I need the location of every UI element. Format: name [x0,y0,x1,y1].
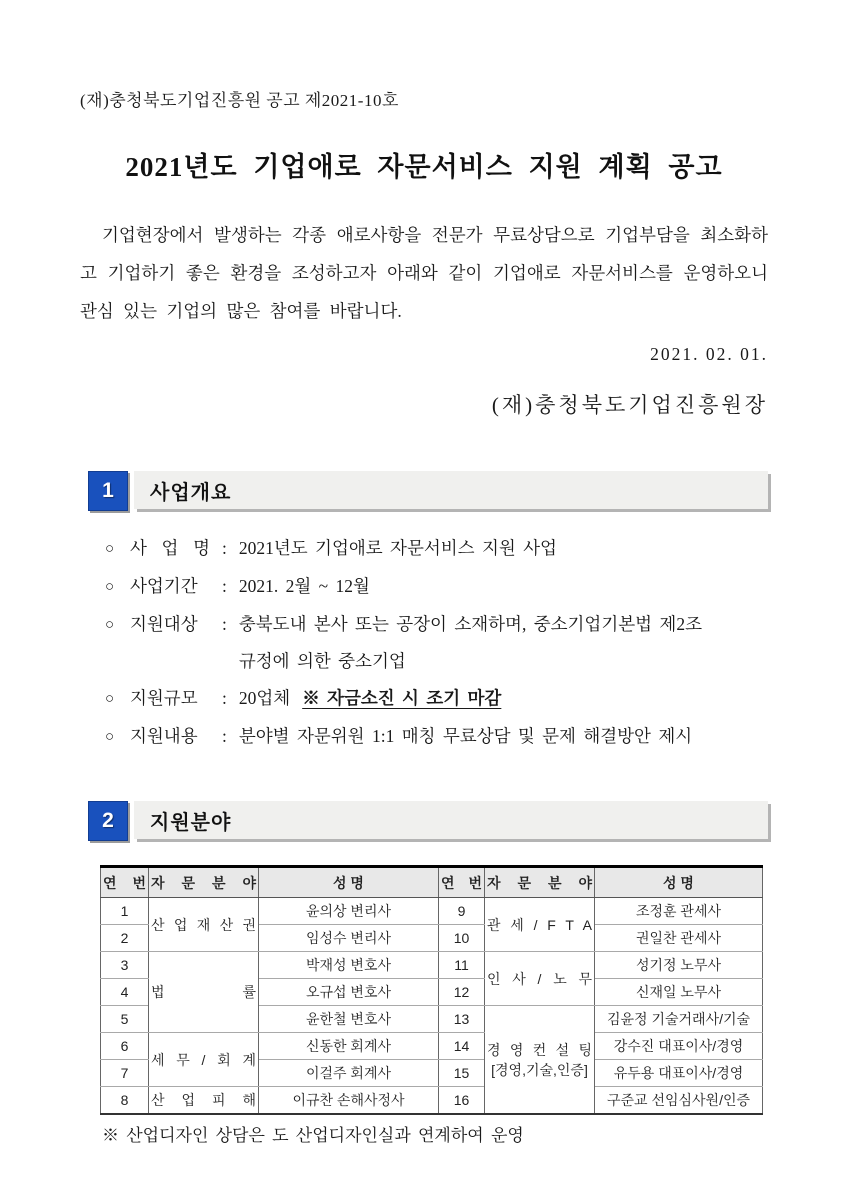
row-number-cell: 15 [439,1060,485,1087]
intro-paragraph: 기업현장에서 발생하는 각종 애로사항을 전문가 무료상담으로 기업부담을 최소화하고 기업하기 좋은 환경을 조성하고자 아래와 같이 기업애로 자문서비스를 운영하오니 관심 있는 기업의 많은 참여를 바랍니다. [80,225,768,321]
item-colon: : [222,688,227,708]
name-cell: 이규찬 손해사정사 [259,1087,439,1115]
row-number-cell: 7 [101,1060,149,1087]
field-cell-sub: [경영,기술,인증] [491,1061,588,1078]
early-close-note: ※ 자금소진 시 조기 마감 [302,688,502,708]
section-2-title: 지원분야 [150,811,232,834]
row-number-cell: 1 [101,898,149,925]
circle-bullet-icon: ○ [105,729,115,745]
list-item [105,725,768,749]
section-1-header [88,471,768,513]
column-header-field2: 자 문 분 야 [485,867,595,898]
item-label: 지원내용 [130,726,198,746]
announcement-date: 2021. 02. 01. [650,344,768,364]
section-2-number-badge: 2 [88,801,128,841]
item-text-main: 20업체 [238,688,291,708]
item-text [239,687,501,710]
name-cell: 박재성 변호사 [259,952,439,979]
row-number-cell: 8 [101,1087,149,1115]
item-label: 지원대상 [130,614,198,634]
item-text: 2021. 2월 ~ 12월 [238,576,370,596]
page-title: 2021년도 기업애로 자문서비스 지원 계획 공고 [125,152,723,182]
item-colon: : [222,576,227,596]
section-1-number-badge: 1 [88,471,128,511]
circle-bullet-icon: ○ [105,541,115,557]
table-row [101,898,763,925]
row-number-cell: 13 [439,1006,485,1033]
name-cell: 오규섭 변호사 [259,979,439,1006]
row-number-cell: 16 [439,1087,485,1115]
column-header-no2: 연 번 [439,867,485,898]
item-label: 지원규모 [130,688,198,708]
name-cell: 윤한철 변호사 [259,1006,439,1033]
row-number-cell: 4 [101,979,149,1006]
row-number-cell: 14 [439,1033,485,1060]
item-text: 분야별 자문위원 1:1 매칭 무료상담 및 문제 해결방안 제시 [238,726,693,746]
section-1-title: 사업개요 [150,481,232,504]
name-cell: 유두용 대표이사/경영 [595,1060,763,1087]
field-cell: 세 무 / 회 계 [149,1033,259,1087]
circle-bullet-icon: ○ [105,617,115,633]
column-header-name2: 성 명 [595,867,763,898]
item-colon: : [222,726,227,746]
table-row [101,1033,763,1060]
section-2-header [88,801,768,843]
circle-bullet-icon: ○ [105,579,115,595]
column-header-field: 자 문 분 야 [149,867,259,898]
overview-list [105,537,768,749]
field-cell-main: 경 영 컨 설 팅 [487,1041,592,1058]
list-item [105,537,768,561]
row-number-cell: 5 [101,1006,149,1033]
field-cell: 인 사 / 노 무 [485,952,595,1006]
item-label: 사 업 명 [130,538,210,558]
item-text: 2021년도 기업애로 자문서비스 지원 사업 [238,538,557,558]
name-cell: 성기정 노무사 [595,952,763,979]
item-text [239,613,702,673]
name-cell: 신동한 회계사 [259,1033,439,1060]
table-header-row [101,867,763,898]
table-row [101,952,763,979]
item-text-line1: 충북도내 본사 또는 공장이 소재하며, 중소기업기본법 제2조 [238,614,702,634]
name-cell: 김윤정 기술거래사/기술 [595,1006,763,1033]
item-colon: : [222,538,227,558]
circle-bullet-icon: ○ [105,691,115,707]
field-cell: 산 업 재 산 권 [149,898,259,952]
list-item [105,575,768,599]
row-number-cell: 6 [101,1033,149,1060]
row-number-cell: 11 [439,952,485,979]
row-number-cell: 2 [101,925,149,952]
item-label: 사업기간 [130,576,198,596]
issuer-signature: (재)충청북도기업진흥원장 [491,393,768,417]
field-cell: 법 률 [149,952,259,1033]
row-number-cell: 3 [101,952,149,979]
name-cell: 조정훈 관세사 [595,898,763,925]
row-number-cell: 9 [439,898,485,925]
advisors-table [100,865,763,1115]
name-cell: 신재일 노무사 [595,979,763,1006]
table-footnote: ※ 산업디자인 상담은 도 산업디자인실과 연계하여 운영 [102,1126,524,1145]
column-header-name: 성 명 [259,867,439,898]
row-number-cell: 10 [439,925,485,952]
field-cell: 산 업 피 해 [149,1087,259,1115]
list-item [105,687,768,711]
table-row [101,1087,763,1115]
row-number-cell: 12 [439,979,485,1006]
name-cell: 임성수 변리사 [259,925,439,952]
item-text-line2: 규정에 의한 중소기업 [238,651,406,671]
section-2-title-bar [134,801,768,839]
item-colon: : [222,614,227,634]
field-cell [485,1006,595,1115]
section-1-title-bar [134,471,768,509]
list-item [105,613,768,673]
name-cell: 권일찬 관세사 [595,925,763,952]
notice-number: (재)충청북도기업진흥원 공고 제2021-10호 [80,91,399,110]
field-cell: 관 세 / F T A [485,898,595,952]
name-cell: 강수진 대표이사/경영 [595,1033,763,1060]
name-cell: 윤의상 변리사 [259,898,439,925]
name-cell: 이걸주 회계사 [259,1060,439,1087]
name-cell: 구준교 선임심사원/인증 [595,1087,763,1115]
column-header-no: 연 번 [101,867,149,898]
